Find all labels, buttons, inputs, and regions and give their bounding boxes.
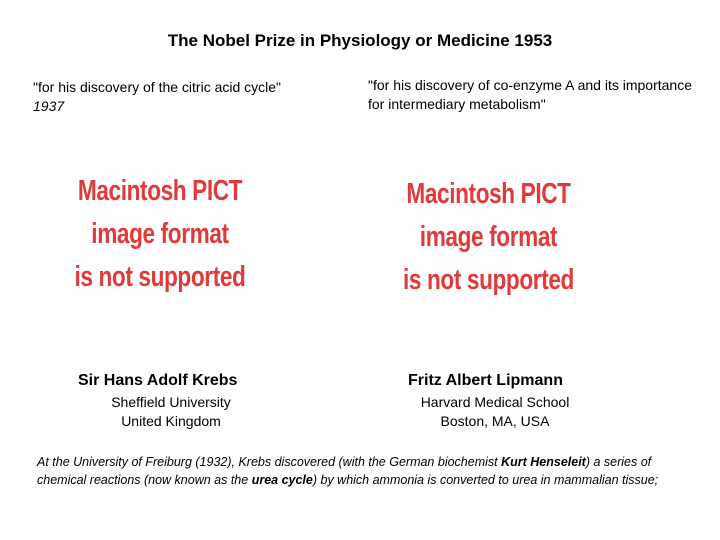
placeholder-line: is not supported xyxy=(403,264,574,296)
krebs-year: 1937 xyxy=(33,98,65,114)
placeholder-line: is not supported xyxy=(74,261,246,293)
krebs-citation xyxy=(33,78,343,116)
lipmann-name: Fritz Albert Lipmann xyxy=(408,372,563,389)
placeholder-line: image format xyxy=(419,221,558,253)
lipmann-affiliation xyxy=(410,393,580,431)
lipmann-image-placeholder xyxy=(393,173,584,302)
urea-cycle-term: urea cycle xyxy=(251,473,313,487)
page-title: The Nobel Prize in Physiology or Medicine 1953 xyxy=(167,31,553,50)
krebs-institution: Sheffield University xyxy=(111,394,231,410)
krebs-citation-text: "for his discovery of the citric acid cycle" xyxy=(33,79,282,95)
henseleit-name: Kurt Henseleit xyxy=(501,455,586,469)
krebs-country: United Kingdom xyxy=(121,413,221,429)
summary-text: ) a series of chemical reactions (now known as the xyxy=(37,455,652,487)
placeholder-line: Macintosh PICT xyxy=(406,178,571,210)
summary-paragraph xyxy=(37,453,677,489)
placeholder-line: image format xyxy=(91,218,229,250)
placeholder-line: Macintosh PICT xyxy=(77,175,243,207)
krebs-affiliation xyxy=(86,393,256,431)
summary-text: At the University of Freiburg (1932), Krebs discovered (with the German biochemist xyxy=(37,455,502,469)
summary-text: ) by which ammonia is converted to urea in mammalian tissue; xyxy=(312,473,659,487)
krebs-image-placeholder xyxy=(66,170,253,299)
lipmann-citation: "for his discovery of co-enzyme A and its importance for intermediary metabolism" xyxy=(368,77,693,112)
lipmann-institution: Harvard Medical School xyxy=(420,394,570,410)
lipmann-location: Boston, MA, USA xyxy=(440,413,550,429)
krebs-name: Sir Hans Adolf Krebs xyxy=(78,372,238,389)
